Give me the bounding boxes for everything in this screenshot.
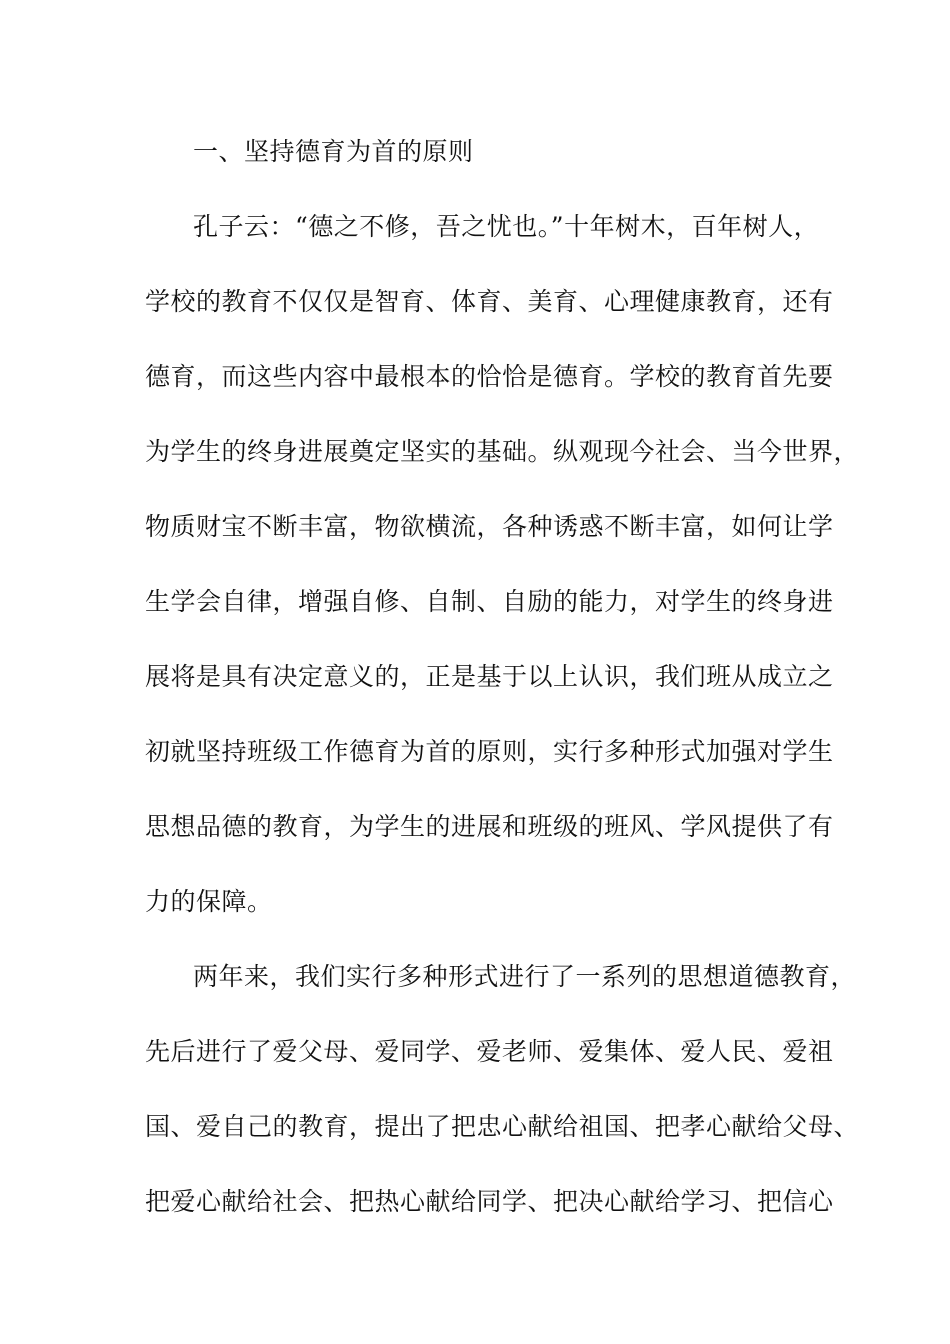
paragraph-line: 展将是具有决定意义的，正是基于以上认识，我们班从成立之 (145, 662, 834, 691)
paragraph-line: 初就坚持班级工作德育为首的原则，实行多种形式加强对学生 (145, 737, 834, 766)
paragraph-line: 孔子云：“德之不修，吾之忧也。”十年树木，百年树人， (193, 212, 820, 241)
paragraph-line: 思想品德的教育，为学生的进展和班级的班风、学风提供了有 (145, 812, 834, 841)
paragraph-line: 两年来，我们实行多种形式进行了一系列的思想道德教育， (193, 962, 857, 991)
paragraph-line: 为学生的终身进展奠定坚实的基础。纵观现今社会、当今世界， (145, 437, 860, 466)
section-heading: 一、坚持德育为首的原则 (193, 137, 474, 166)
paragraph-line: 先后进行了爱父母、爱同学、爱老师、爱集体、爱人民、爱祖 (145, 1037, 834, 1066)
paragraph-line: 力的保障。 (145, 887, 273, 916)
paragraph-line: 物质财宝不断丰富，物欲横流，各种诱惑不断丰富，如何让学 (145, 512, 834, 541)
paragraph-line: 把爱心献给社会、把热心献给同学、把决心献给学习、把信心 (145, 1187, 834, 1216)
paragraph-line: 德育，而这些内容中最根本的恰恰是德育。学校的教育首先要 (145, 362, 834, 391)
paragraph-line: 生学会自律，增强自修、自制、自励的能力，对学生的终身进 (145, 587, 834, 616)
paragraph-line: 国、爱自己的教育，提出了把忠心献给祖国、把孝心献给父母、 (145, 1112, 860, 1141)
paragraph-line: 学校的教育不仅仅是智育、体育、美育、心理健康教育，还有 (145, 287, 834, 316)
